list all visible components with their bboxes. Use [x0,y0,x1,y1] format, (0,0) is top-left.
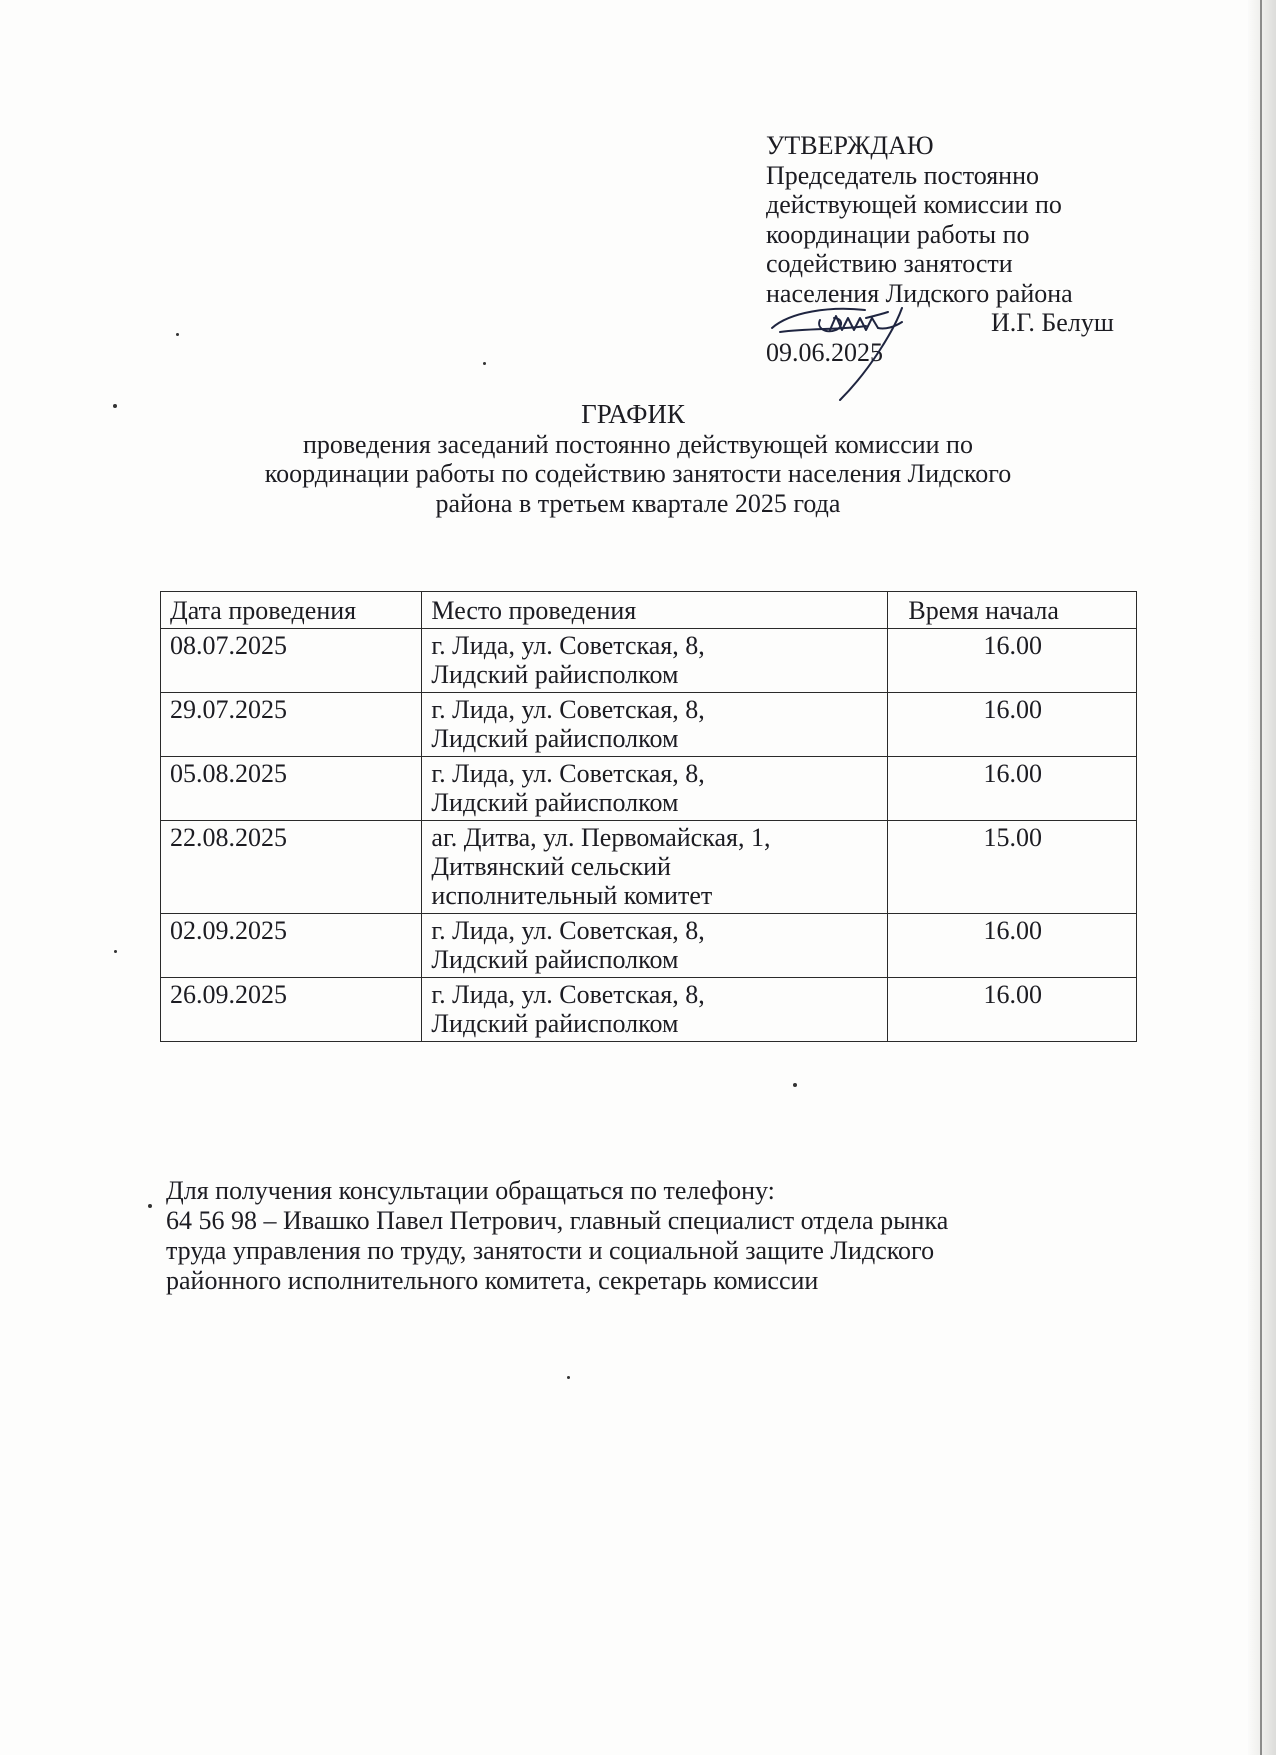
cell-place [422,914,888,978]
cell-date: 08.07.2025 [161,629,422,693]
table-row [161,629,1137,693]
place-line: исполнительный комитет [431,881,713,910]
cell-time: 16.00 [888,757,1137,821]
cell-time: 16.00 [888,978,1137,1042]
document-subtitle-line: района в третьем квартале 2025 года [435,488,841,518]
cell-time: 16.00 [888,914,1137,978]
place-line: аг. Дитва, ул. Первомайская, 1, [431,823,771,852]
contact-line: районного исполнительного комитета, секретарь комиссии [166,1266,819,1295]
approval-line: содействию занятости [766,249,1013,278]
place-line: г. Лида, ул. Советская, 8, [431,980,705,1009]
cell-place [422,757,888,821]
cell-date: 29.07.2025 [161,693,422,757]
cell-time: 16.00 [888,629,1137,693]
scan-speck [113,404,117,408]
contact-line: 64 56 98 – Ивашко Павел Петрович, главный специалист отдела рынка [166,1206,949,1235]
place-line: Лидский райисполком [431,1009,679,1038]
approval-heading: УТВЕРЖДАЮ [766,131,934,160]
header-place: Место проведения [422,592,888,629]
cell-place [422,821,888,914]
scan-speck [483,362,486,365]
page-edge-shadow [1248,0,1276,1755]
place-line: Лидский райисполком [431,724,679,753]
scan-speck [567,1376,570,1379]
schedule-table [160,591,1137,1042]
document-subtitle-line: проведения заседаний постоянно действующей комиссии по [303,429,973,459]
approval-line: Председатель постоянно [766,160,1039,190]
document-title-block [0,400,1276,518]
table-row [161,914,1137,978]
page-edge-line [1260,0,1262,1755]
cell-time: 16.00 [888,693,1137,757]
cell-date: 05.08.2025 [161,757,422,821]
place-line: г. Лида, ул. Советская, 8, [431,631,705,660]
place-line: Дитвянский сельский [431,852,671,881]
cell-date: 02.09.2025 [161,914,422,978]
table-row [161,978,1137,1042]
approval-line: координации работы по [766,219,1030,249]
contact-line: Для получения консультации обращаться по телефону: [166,1176,775,1205]
table-header-row [161,592,1137,629]
header-date: Дата проведения [161,592,422,629]
header-time: Время начала [888,592,1137,629]
place-line: Лидский райисполком [431,788,679,817]
approval-line: населения Лидского района [766,278,1073,308]
document-subtitle-line: координации работы по содействию занятости населения Лидского [264,459,1012,488]
place-line: Лидский райисполком [431,660,679,689]
document-title: ГРАФИК [581,399,685,429]
handwritten-signature [770,300,980,402]
place-line: Лидский райисполком [431,945,679,974]
cell-date: 22.08.2025 [161,821,422,914]
table-row [161,693,1137,757]
contact-line: труда управления по труду, занятости и социальной защите Лидского [166,1236,935,1265]
cell-place [422,978,888,1042]
scan-speck [148,1204,152,1208]
place-line: г. Лида, ул. Советская, 8, [431,695,705,724]
cell-place [422,629,888,693]
place-line: г. Лида, ул. Советская, 8, [431,916,705,945]
scan-speck [793,1083,797,1087]
cell-place [422,693,888,757]
table-row [161,757,1137,821]
table-row [161,821,1137,914]
place-line: г. Лида, ул. Советская, 8, [431,759,705,788]
approval-date: 09.06.2025 [766,337,883,367]
contact-info [166,1176,1146,1296]
signer-name: И.Г. Белуш [991,308,1114,337]
scan-speck [176,333,179,336]
scan-speck [114,950,117,953]
approval-line: действующей комиссии по [766,190,1062,219]
cell-date: 26.09.2025 [161,978,422,1042]
cell-time: 15.00 [888,821,1137,914]
